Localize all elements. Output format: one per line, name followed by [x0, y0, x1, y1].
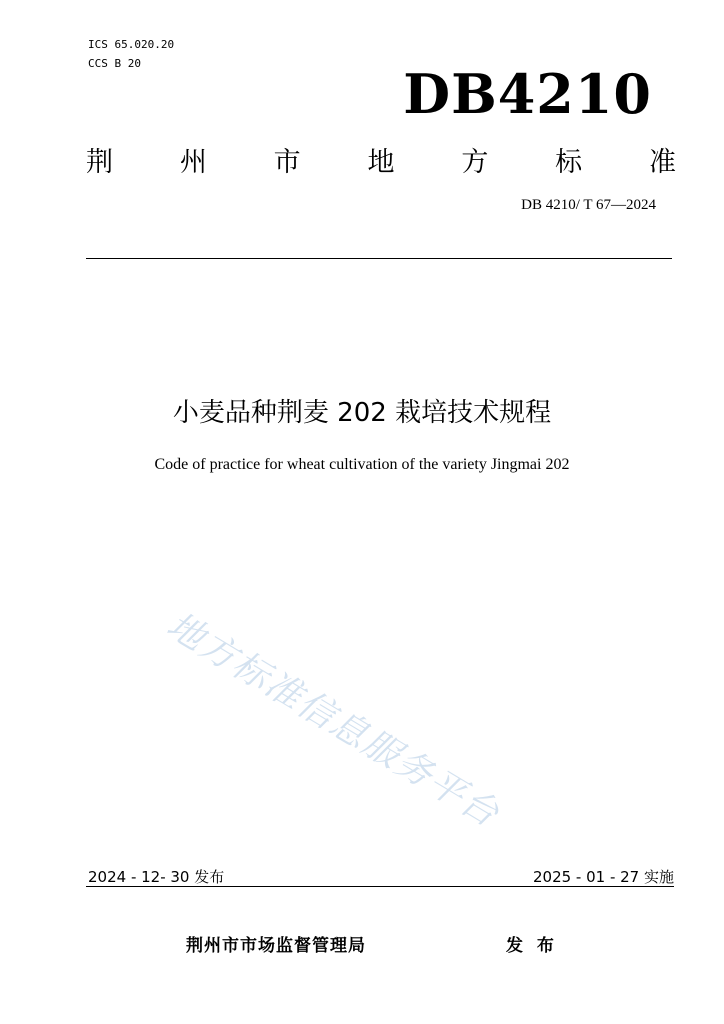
standard-number: DB 4210/ T 67—2024 — [521, 197, 656, 213]
implementation-date: 2025 - 01 - 27 实施 — [532, 868, 674, 886]
issue-date: 2024 - 12- 30 发布 — [88, 868, 225, 886]
standard-type-char: 州 — [179, 147, 207, 178]
standard-type-char: 方 — [461, 147, 489, 178]
standard-type-char: 准 — [648, 147, 676, 178]
issuing-authority: 荆州市市场监督管理局 — [186, 936, 366, 956]
standard-type-char: 市 — [273, 147, 301, 178]
footer-divider — [86, 886, 674, 887]
issue-label: 发 布 — [506, 936, 558, 956]
document-title-cn: 小麦品种荆麦 202 栽培技术规程 — [172, 398, 552, 428]
document-title-en: Code of practice for wheat cultivation of the variety Jingmai 202 — [154, 456, 570, 473]
standard-type-char: 标 — [555, 147, 583, 178]
ics-code: ICS 65.020.20 — [88, 38, 175, 51]
db-code-heading: DB4210 — [403, 62, 652, 126]
watermark-text: 地方标准信息服务平台 — [159, 604, 507, 836]
ccs-code: CCS B 20 — [88, 57, 141, 70]
header-divider — [86, 258, 672, 259]
standard-type-char: 地 — [367, 147, 395, 178]
standard-type-heading — [86, 140, 676, 179]
standard-type-char: 荆 — [86, 147, 113, 178]
